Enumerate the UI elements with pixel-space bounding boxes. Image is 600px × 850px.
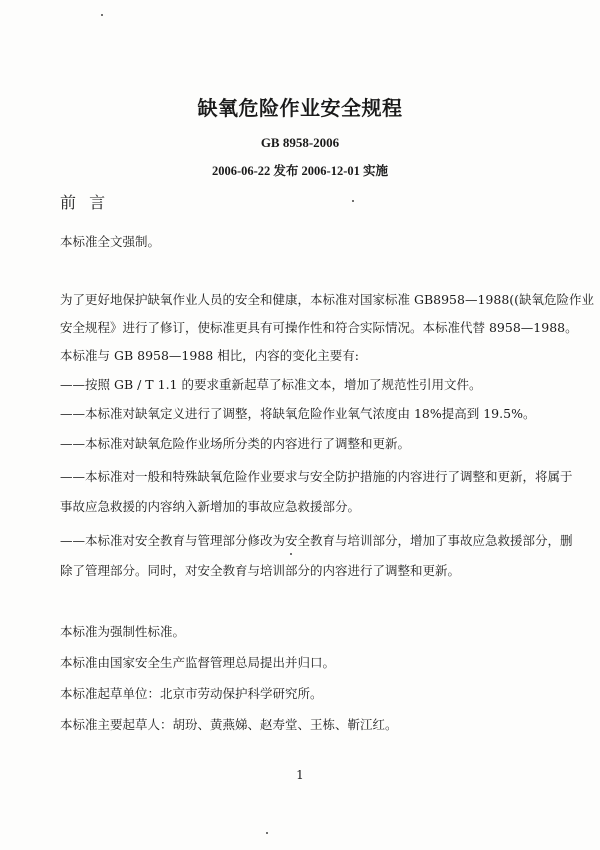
change-item-line2: 除了管理部分。同时，对安全教育与培训部分的内容进行了调整和更新。 (60, 563, 461, 578)
scan-speck (290, 553, 292, 555)
paragraph-drafters: 本标准主要起草人：胡玢、黄燕娣、赵寿堂、王栋、靳江红。 (60, 717, 398, 732)
change-item: ——按照 GB / T 1.1 的要求重新起草了标准文本，增加了规范性引用文件。 (60, 377, 482, 392)
scan-speck (352, 200, 354, 202)
change-item: ——本标准对缺氧危险作业场所分类的内容进行了调整和更新。 (60, 436, 411, 451)
paragraph-mandatory-full: 本标准全文强制。 (60, 234, 161, 249)
issue-dates: 2006-06-22 发布 2006-12-01 实施 (211, 164, 389, 178)
paragraph-mandatory-nature: 本标准为强制性标准。 (60, 624, 186, 639)
change-item-line1: ——本标准对安全教育与管理部分修改为安全教育与培训部分，增加了事故应急救援部分，删 (60, 533, 573, 548)
change-item-line1: ——本标准对一般和特殊缺氧危险作业要求与安全防护措施的内容进行了调整和更新，将属于 (60, 469, 573, 484)
change-item-line2: 事故应急救援的内容纳入新增加的事故应急救援部分。 (60, 499, 361, 514)
scan-speck (101, 14, 103, 16)
page-number: 1 (296, 768, 304, 782)
paragraph-drafting-unit: 本标准起草单位：北京市劳动保护科学研究所。 (60, 686, 323, 701)
standard-code: GB 8958-2006 (260, 135, 340, 150)
paragraph-purpose-line1: 为了更好地保护缺氧作业人员的安全和健康，本标准对国家标准 GB8958—1988((缺氧危险作业 (60, 292, 595, 307)
paragraph-proposed-by: 本标准由国家安全生产监督管理总局提出并归口。 (60, 655, 336, 670)
scan-speck (266, 832, 268, 834)
paragraph-changes-intro: 本标准与 GB 8958—1988 相比，内容的变化主要有: (60, 348, 359, 363)
document-title: 缺氧危险作业安全规程 (197, 96, 403, 120)
section-heading-foreword: 前 言 (60, 193, 110, 212)
paragraph-purpose-line2: 安全规程》进行了修订，使标准更具有可操作性和符合实际情况。本标准代替 8958—1988。 (60, 320, 578, 335)
change-item: ——本标准对缺氧定义进行了调整，将缺氧危险作业氧气浓度由 18%提高到 19.5%。 (60, 406, 536, 421)
